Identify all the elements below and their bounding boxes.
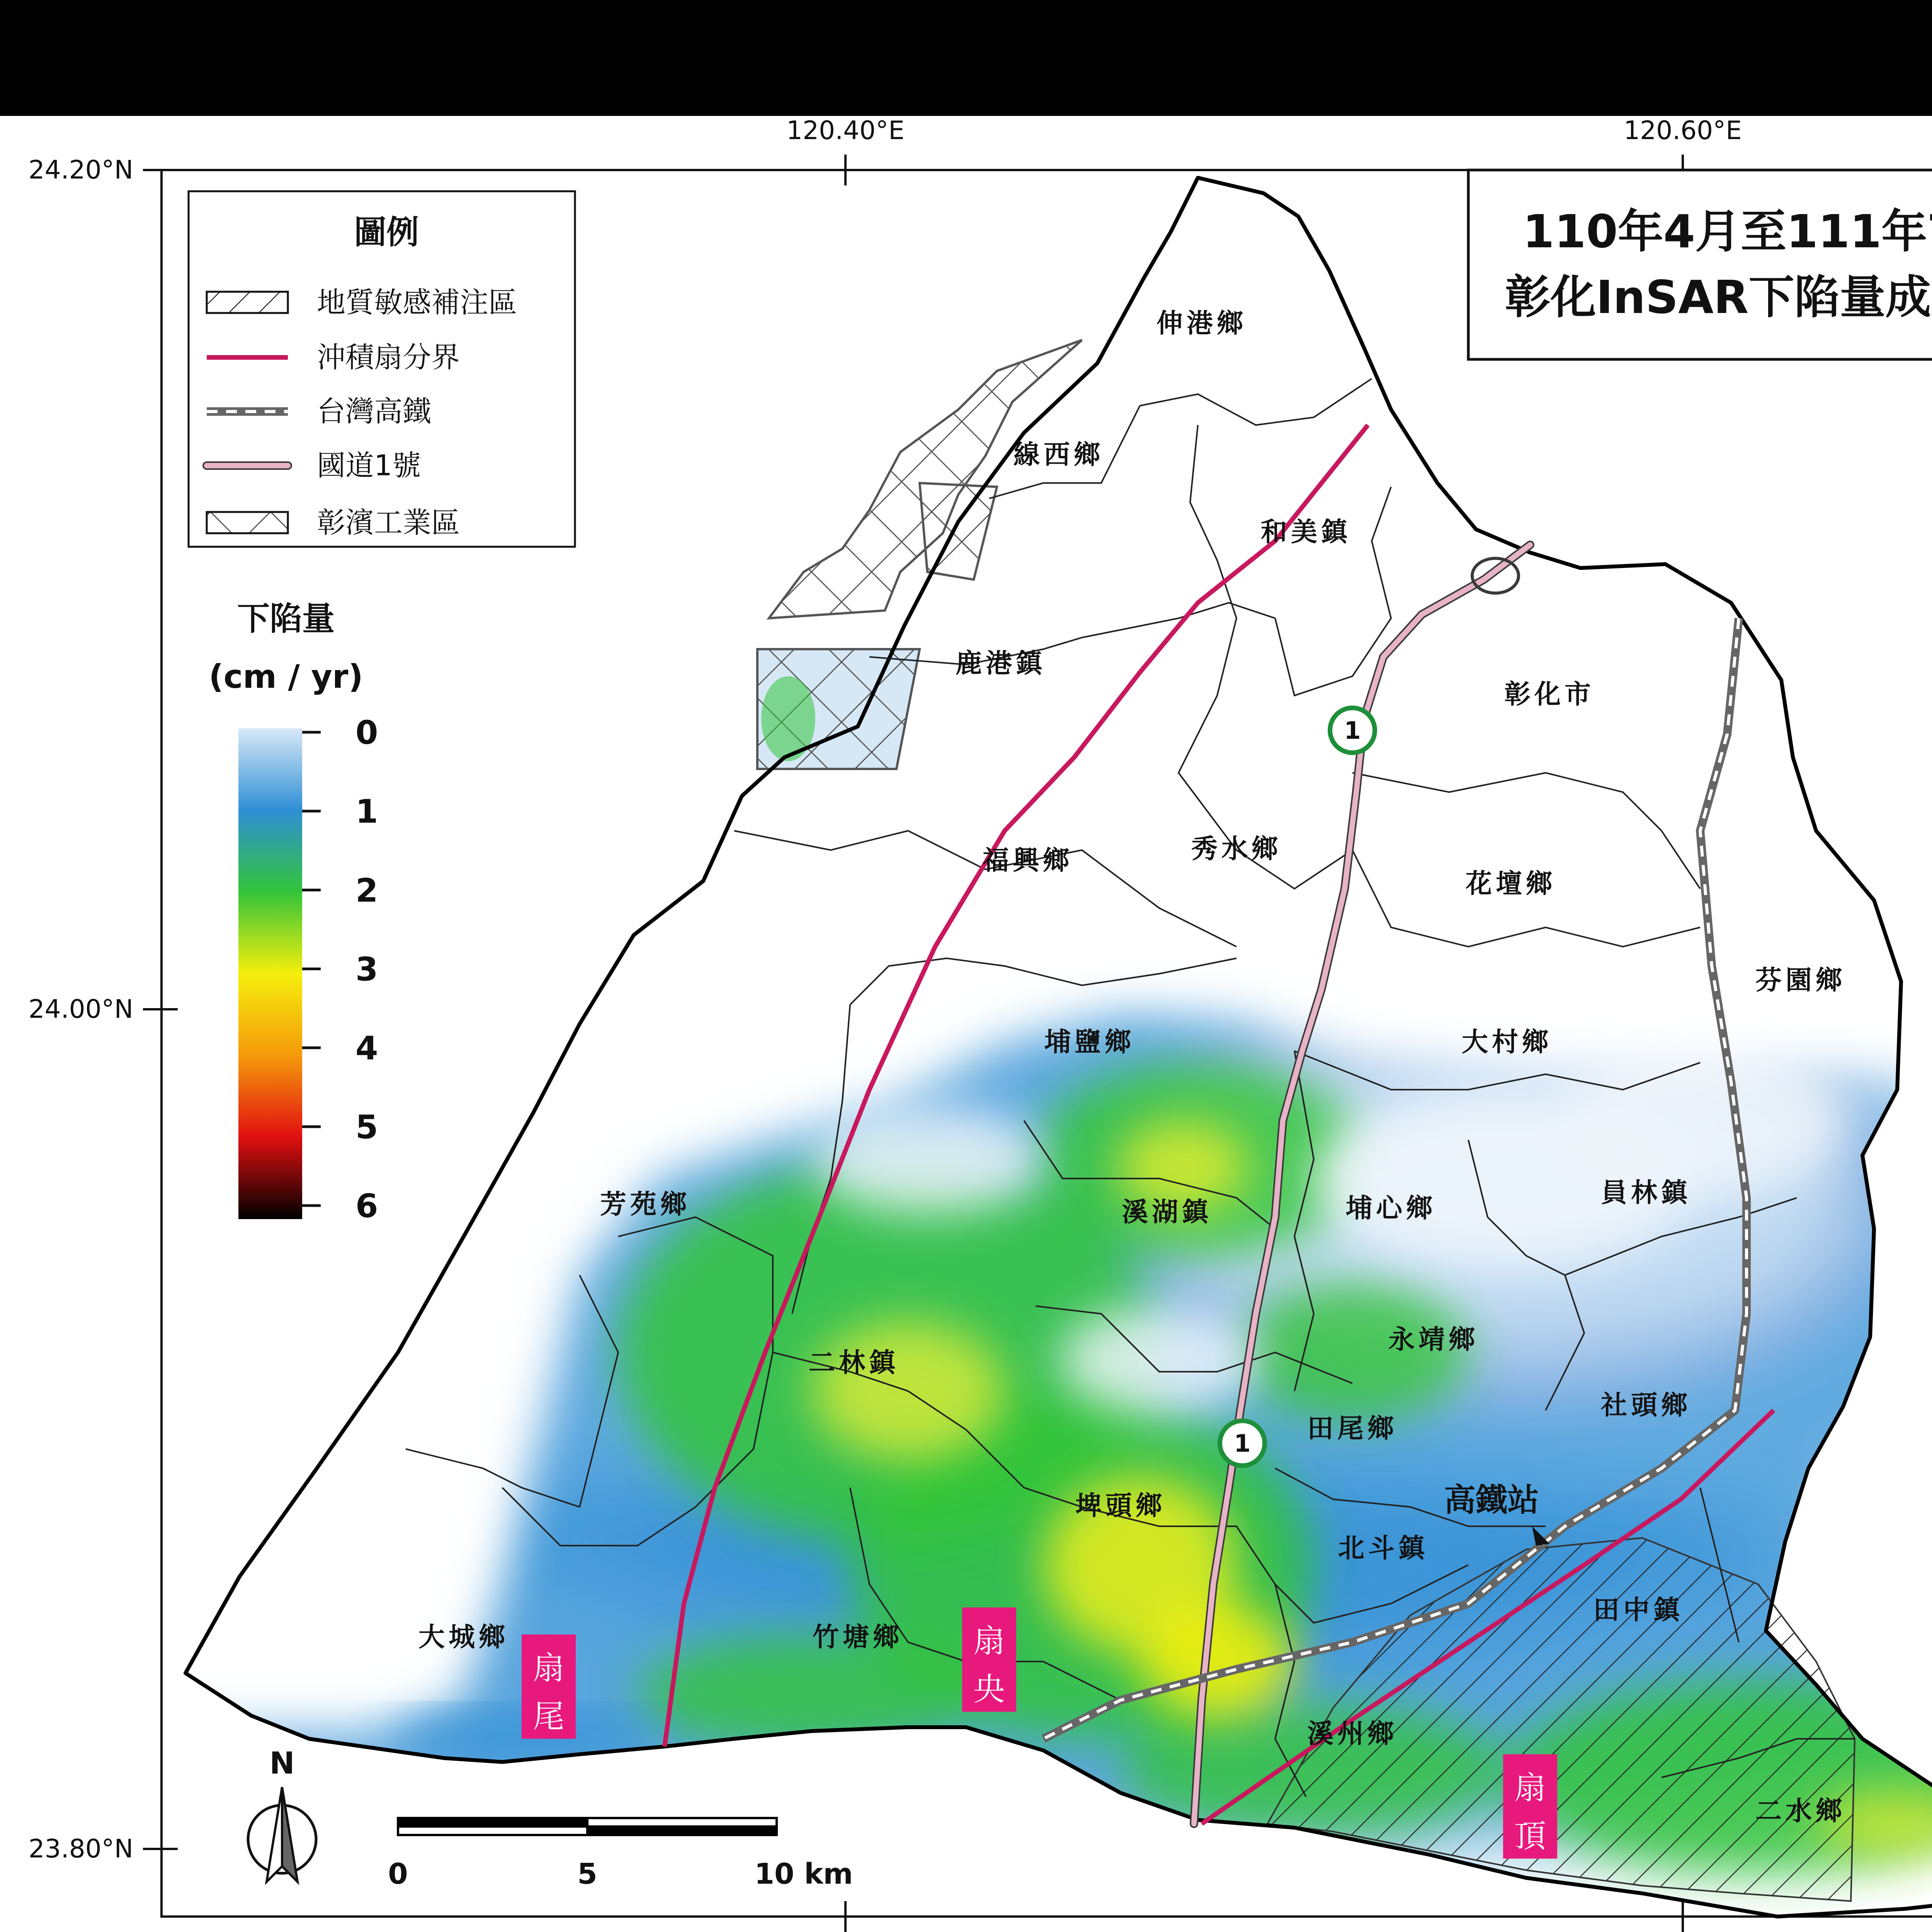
lon-label-120-60: 120.60°E	[1624, 116, 1742, 145]
colorbar-tick-label: 5	[355, 1108, 378, 1146]
label-xizhou: 溪州鄉	[1307, 1719, 1398, 1749]
svg-text:沖積扇分界: 沖積扇分界	[317, 341, 460, 374]
svg-text:扇: 扇	[973, 1623, 1005, 1660]
label-shengang: 伸港鄉	[1156, 308, 1247, 339]
label-ershui: 二水鄉	[1755, 1796, 1846, 1827]
colorbar-tick-label: 0	[355, 714, 378, 752]
label-xianxi: 線西鄉	[1013, 440, 1104, 470]
colorbar-tick-label: 1	[355, 793, 378, 830]
svg-text:尾: 尾	[533, 1698, 565, 1735]
label-changhua: 彰化市	[1504, 679, 1595, 710]
scale-label-10: 10 km	[754, 1857, 853, 1891]
label-dacheng: 大城鄉	[418, 1622, 509, 1653]
title-line-2: 彰化InSAR下陷量成	[1505, 270, 1932, 324]
scale-label-0: 0	[388, 1857, 408, 1891]
label-beidou: 北斗鎮	[1338, 1533, 1429, 1564]
label-xihu: 溪湖鎮	[1122, 1197, 1212, 1228]
north-letter: N	[269, 1746, 294, 1781]
label-fenyuan: 芬園鄉	[1755, 965, 1846, 996]
label-pitou: 埤頭鄉	[1075, 1491, 1166, 1521]
colorbar-tick-label: 3	[355, 951, 378, 988]
lat-label-24-00: 24.00°N	[29, 994, 133, 1024]
svg-text:國道1號: 國道1號	[317, 449, 421, 482]
label-erlin: 二林鎮	[809, 1348, 899, 1378]
svg-text:扇: 扇	[1514, 1770, 1546, 1806]
svg-text:頂: 頂	[1514, 1818, 1546, 1855]
label-puxin: 埔心鄉	[1346, 1193, 1436, 1224]
lat-label-24-20: 24.20°N	[29, 155, 133, 185]
svg-text:彰濱工業區: 彰濱工業區	[317, 506, 460, 539]
legend-heading: 圖例	[354, 213, 419, 251]
label-fuxing: 福興鄉	[983, 845, 1073, 876]
lon-label-120-40: 120.40°E	[786, 116, 905, 145]
colorbar-unit: (cm / yr)	[209, 658, 363, 696]
colorbar-tick-label: 6	[355, 1187, 378, 1225]
svg-text:地質敏感補注區: 地質敏感補注區	[317, 286, 517, 319]
hsr-station-label: 高鐵站	[1444, 1482, 1539, 1519]
label-yongjing: 永靖鄉	[1388, 1325, 1479, 1355]
label-yuanlin: 員林鎮	[1601, 1178, 1691, 1208]
colorbar-tick-label: 4	[355, 1029, 378, 1067]
label-huatan: 花壇鄉	[1466, 869, 1556, 899]
label-dacun: 大村鄉	[1462, 1027, 1552, 1058]
label-tianwei: 田尾鄉	[1307, 1413, 1398, 1444]
label-hemei: 和美鎮	[1261, 517, 1351, 548]
label-fangyuan: 芳苑鄉	[600, 1189, 690, 1220]
label-puyan: 埔鹽鄉	[1044, 1027, 1135, 1058]
svg-text:扇: 扇	[533, 1650, 565, 1687]
svg-text:央: 央	[973, 1671, 1005, 1708]
svg-text:台灣高鐵: 台灣高鐵	[317, 395, 431, 428]
colorbar-tick-label: 2	[355, 871, 378, 909]
title-line-1: 110年4月至111年	[1523, 205, 1932, 258]
lat-label-23-80: 23.80°N	[29, 1834, 133, 1864]
label-zhutang: 竹塘鄉	[813, 1622, 903, 1653]
colorbar-title: 下陷量	[237, 600, 335, 638]
svg-text:1: 1	[1234, 1429, 1250, 1458]
label-lukang: 鹿港鎮	[956, 648, 1046, 679]
label-shetou: 社頭鄉	[1601, 1390, 1691, 1421]
label-tianzhong: 田中鎮	[1593, 1595, 1684, 1626]
svg-text:1: 1	[1344, 716, 1361, 745]
scale-label-5: 5	[577, 1857, 597, 1891]
label-xiushui: 秀水鄉	[1191, 834, 1282, 864]
